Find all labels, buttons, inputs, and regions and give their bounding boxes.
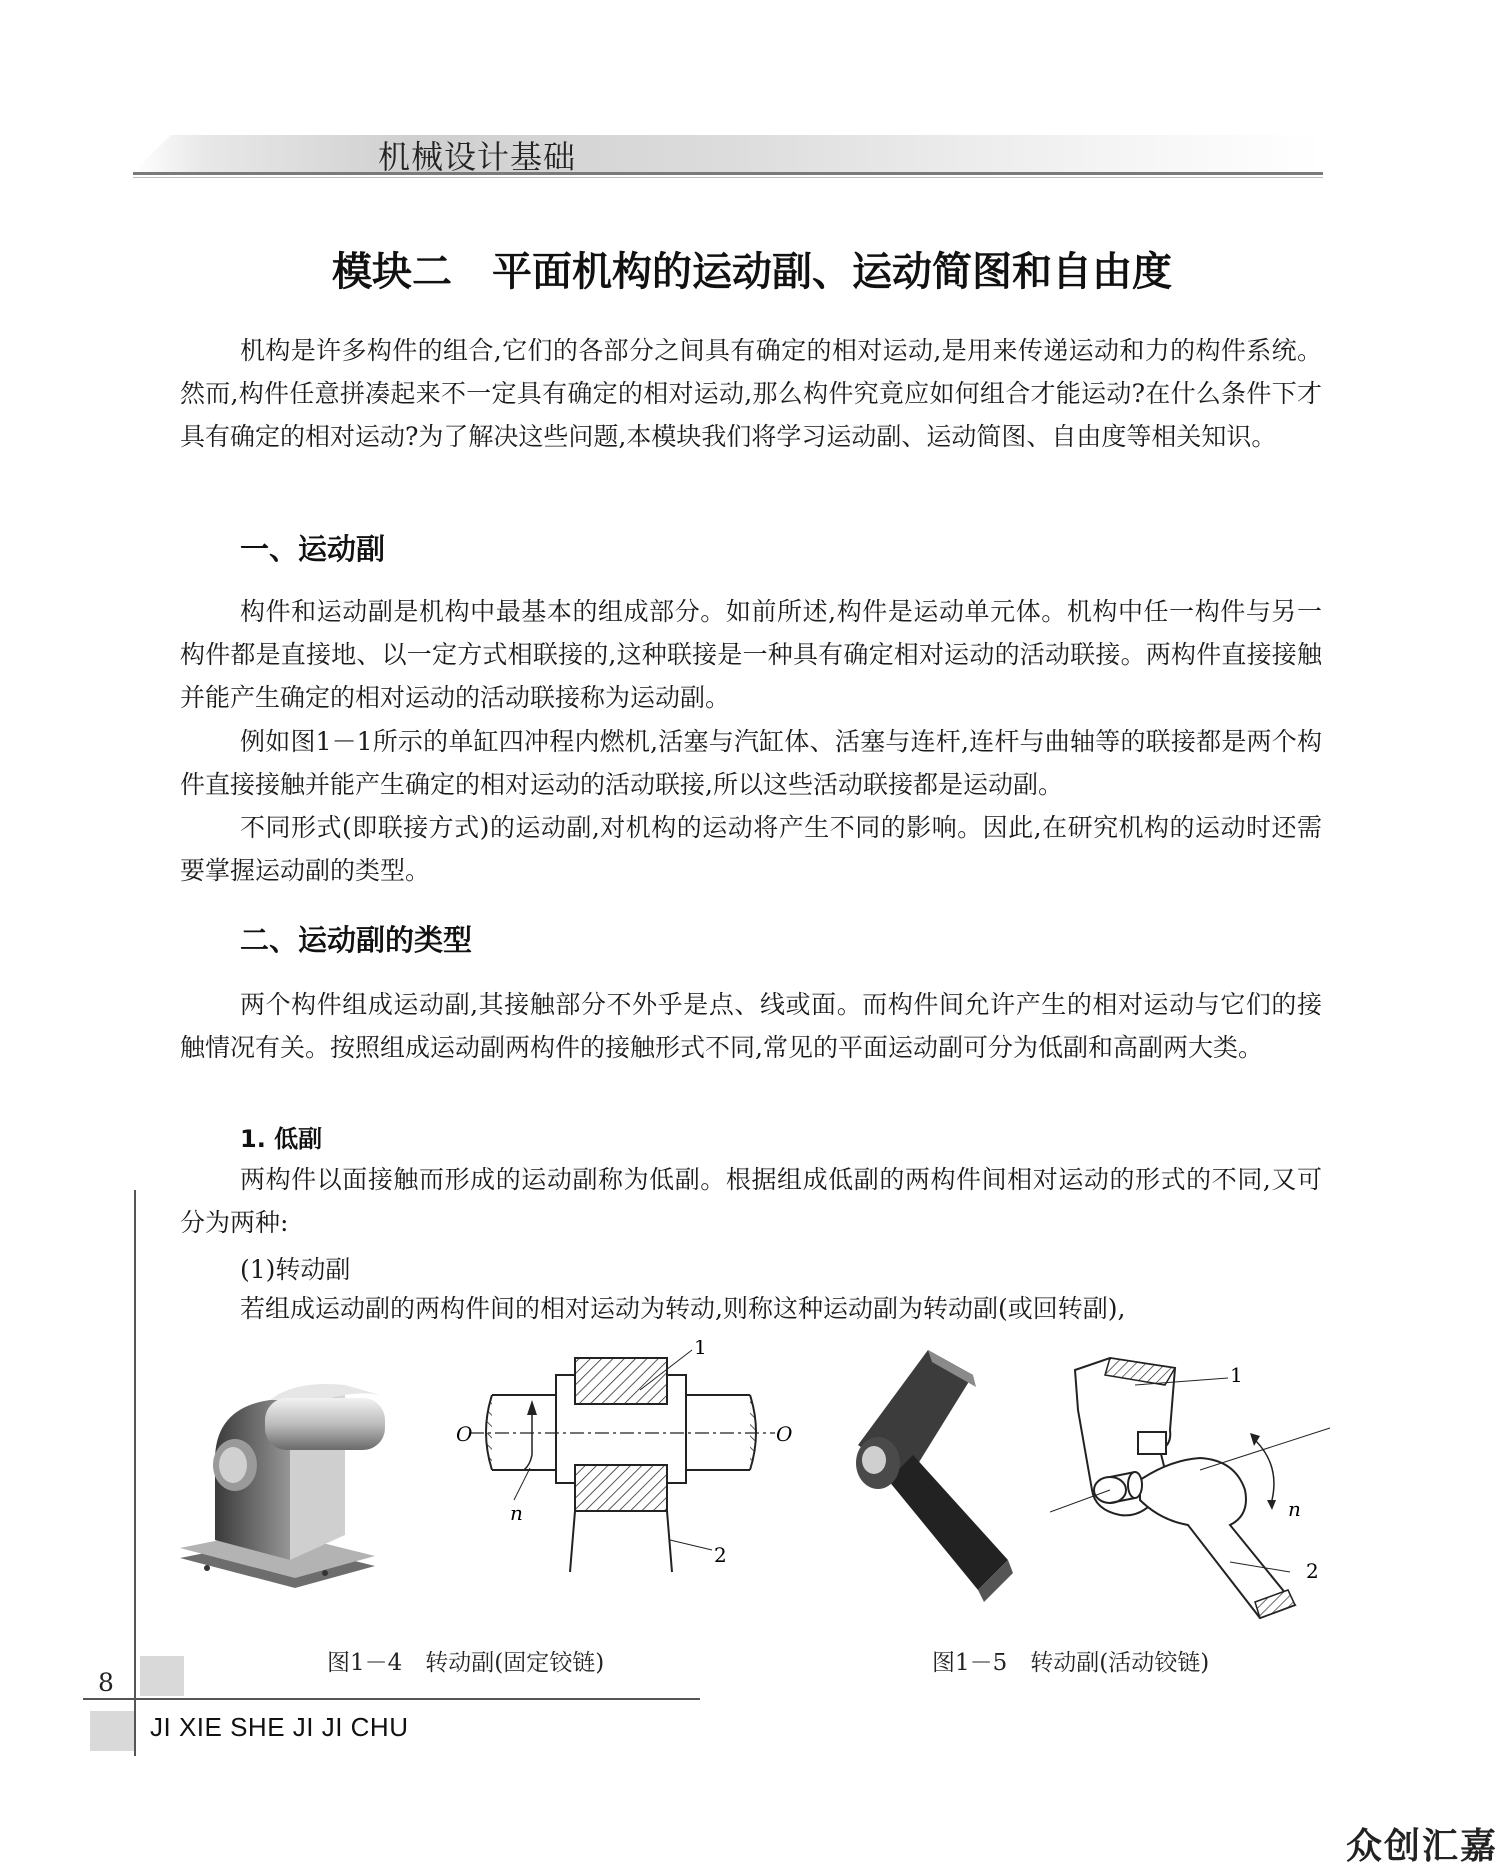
footer-rule [83, 1698, 700, 1700]
part-label: 2 [1306, 1559, 1319, 1583]
header-gradient-band [133, 135, 1323, 172]
part-label: 1 [1230, 1363, 1243, 1387]
rotation-label: n [510, 1501, 523, 1525]
page-number: 8 [98, 1668, 114, 1697]
body-paragraph: 若组成运动副的两构件间的相对运动为转动,则称这种运动副为转动副(或回转副), [240, 1294, 1126, 1323]
figure-caption: 图1－5 转动副(活动铰链) [932, 1650, 1210, 1676]
item-heading-revolute-pair: (1)转动副 [240, 1255, 351, 1284]
figure-moving-hinge-schematic [1050, 1340, 1340, 1620]
body-paragraph: 例如图1－1所示的单缸四冲程内燃机,活塞与汽缸体、活塞与连杆,连杆与曲轴等的联接都是两个构件直接接触并能产生确定的相对运动的活动联接,所以这些活动联接都是运动副。 [180, 727, 1322, 799]
body-paragraph: 构件和运动副是机构中最基本的组成部分。如前所述,构件是运动单元体。机构中任一构件与另一构件都是直接地、以一定方式相联接的,这种联接是一种具有确定相对运动的活动联接。两构件直接接触并能产生确定的相对运动的活动联接称为运动副。 [180, 597, 1322, 712]
footer-vertical-rule [134, 1190, 136, 1756]
part-label: 2 [714, 1543, 727, 1567]
watermark: 众创汇嘉 [1345, 1826, 1498, 1867]
section-heading-pair-types: 二、运动副的类型 [240, 923, 473, 957]
running-header-title: 机械设计基础 [378, 138, 577, 176]
figure-moving-hinge-3d [848, 1345, 1038, 1605]
part-label: 1 [694, 1340, 707, 1359]
figure-caption: 图1－4 转动副(固定铰链) [327, 1650, 605, 1676]
header-rule-thin [133, 177, 1323, 178]
module-title: 模块二 平面机构的运动副、运动简图和自由度 [332, 249, 1172, 295]
body-paragraph: 不同形式(即联接方式)的运动副,对机构的运动将产生不同的影响。因此,在研究机构的运动时还需要掌握运动副的类型。 [180, 813, 1322, 885]
axis-label: O [456, 1422, 473, 1446]
body-paragraph: 两个构件组成运动副,其接触部分不外乎是点、线或面。而构件间允许产生的相对运动与它们的接触情况有关。按照组成运动副两构件的接触形式不同,常见的平面运动副可分为低副和高副两大类。 [180, 990, 1322, 1062]
footer-decor-box [90, 1711, 134, 1751]
axis-label: O [776, 1422, 793, 1446]
header-rule [133, 172, 1323, 175]
subheading-low-pair: 1. 低副 [240, 1125, 323, 1153]
footer-pinyin-title: JI XIE SHE JI JI CHU [150, 1712, 409, 1742]
body-paragraph: 两构件以面接触而形成的运动副称为低副。根据组成低副的两构件间相对运动的形式的不同,又可分为两种: [180, 1165, 1322, 1237]
rotation-label: n [1288, 1497, 1301, 1521]
intro-paragraph: 机构是许多构件的组合,它们的各部分之间具有确定的相对运动,是用来传递运动和力的构件系统。然而,构件任意拼凑起来不一定具有确定的相对运动,那么构件究竟应如何组合才能运动?在什么条件下才具有确定的相对运动?为了解决这些问题,本模块我们将学习运动副、运动简图、自由度等相关知识。 [180, 336, 1322, 451]
footer-decor-box [140, 1656, 184, 1696]
section-heading-kinematic-pair: 一、运动副 [240, 532, 386, 566]
figure-fixed-hinge-3d [175, 1370, 405, 1590]
figure-fixed-hinge-schematic [450, 1340, 800, 1600]
